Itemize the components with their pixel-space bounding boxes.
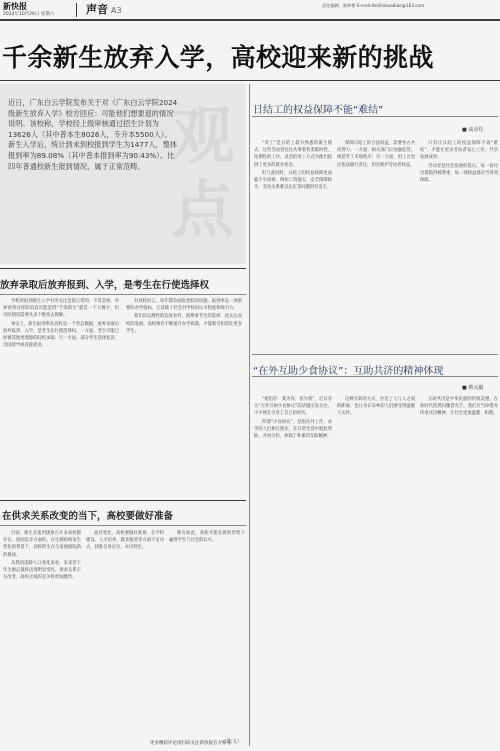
editor-credit: 责任编辑：陈仲彬 E-mail:dashinkuaibao@163.com [322, 3, 425, 8]
left-article-1-col-2 [126, 298, 242, 498]
right-article-1-title: 日结工的权益保障不能“难结” [253, 105, 384, 116]
right-a1-p5: 劳动者是社会发展的基石，每一份付出都值得被尊重，每一项权益都应当得到保障。 [420, 163, 498, 184]
right-article-1-col-3 [420, 140, 498, 340]
left-article-1-title: 放弃录取后放弃报到、入学，是考生在行使选择权 [0, 280, 210, 291]
left-article-2-rule [0, 500, 246, 501]
right-article-2-rule [252, 354, 498, 355]
masthead-logo: 新快报 [3, 2, 27, 11]
column-divider [249, 84, 250, 746]
guan-char: 观 [172, 99, 235, 172]
right-a2-p3: 这种互助的方式，拉近了人与人之间的距离，也让身在异乡的人们感受到温暖与关怀。 [337, 397, 415, 417]
right-a2-p2: 所谓“少食协议”，是指在外工作、求学的人们相互照应，在日常生活中彼此帮助、共同分担，体现了朴素的互助精神。 [254, 419, 332, 440]
right-a1-p3: 保障日结工的合法权益，需要各方共同努力。一方面，相关部门应加强监管，规范零工市场秩序；另一方面，用工方也应依法履行责任，切实维护劳动者权益。 [337, 141, 415, 168]
right-article-2-col-1 [254, 396, 332, 741]
left-article-1-underline [0, 294, 246, 295]
right-article-1-underline [252, 116, 498, 117]
intro-text [8, 98, 178, 260]
dian-char: 点 [172, 173, 235, 246]
right-article-2-col-2 [337, 396, 415, 741]
edition-number: A3 [111, 6, 122, 15]
right-article-2-col-3 [420, 396, 498, 741]
left-a1-p3: 对高校而言，每年都会面临类似的问题。报到率是一项重要的办学指标，它反映了社会对学校的认可程度和吸引力。 [126, 299, 242, 312]
left-a1-p2: 事实上，新生报到率在高校是一个常态数据，放弃录取后放弃报到、入学，是考生在行使选择权。一方面，考生可能已经被其他更理想的院校录取；另一方面，部分考生选择复读、出国留学或直接就业。 [3, 321, 119, 349]
intro-lead: 近日，广东白云学院发布关于对《广东白云学院2024级新生放弃入学》校方回应：可能他们想要退 [8, 98, 178, 118]
right-article-2-underline [252, 376, 498, 377]
left-a2-p4: 唯有如此，高校才能在新的形势下赢得学生与社会的认可。 [169, 531, 245, 544]
dateline: 2024年10月26日 星期六 [3, 12, 55, 17]
right-article-1-author: ■ 高亮任 [462, 127, 484, 133]
intro-body: 的情况说明。该校称，学校经上级审核通过招生计划为13626人（其中普本生8026人，专升本5500人）。新生入学后，统计到未到校报到学生为1477人，整体报到率为89.08%（其中普本报到率为90.43%）。比四年普通校新生报到情况，属于正常范畴。 [8, 108, 178, 171]
right-article-2-author: ■ 蔡元毅 [462, 385, 484, 391]
left-a2-p3: 面对变化，高校要做好准备，在学科建设、人才培养、就业服务等方面下足功夫，找准自身定位，办出特色。 [86, 531, 164, 551]
top-rule [0, 19, 500, 21]
editor-tag: （张文） [222, 739, 243, 745]
left-article-2-title: 在供求关系改变的当下，高校要做好准备 [2, 511, 174, 522]
left-a1-p4: 我们应以理性的态度看待，既尊重考生的选择，也关注高校的发展。高校唯有不断提升办学质量，才能吸引和留住更多学生。 [126, 314, 242, 334]
right-a1-p2: 但与此同时，日结工的权益保障也面临不少困难，例如工资拖欠、安全保障缺失、劳动关系难以认定等问题时有发生。 [254, 170, 332, 191]
right-article-1-col-1 [254, 140, 332, 340]
section-name: 声音 [86, 3, 108, 16]
right-a1-p4: 只有让日结工的权益保障不再“难结”，才能让更多劳动者安心工作，共享发展成果。 [420, 141, 498, 161]
right-article-2-title: “在外互助少食协议”：互助共济的精神体现 [253, 366, 444, 377]
left-article-1-col-1 [3, 298, 119, 498]
left-article-2-col-3 [169, 530, 245, 735]
footnote: 更多精彩评论请扫码关注新快报官方账号 [150, 741, 231, 746]
right-article-1-col-2 [337, 140, 415, 340]
masthead-divider [76, 3, 77, 17]
headline-rule [0, 80, 500, 81]
left-article-2-underline [0, 525, 246, 526]
right-a1-p1: “零工”是日结工最为熟悉的谋生模式，这些劳动者往往从事着各类临时性、短期性的工作，灵活的用工方式为他们提供了更多的就业机会。 [254, 141, 332, 168]
left-a2-p1: 目前，新生未报到现象在许多高校都存在，原因是多方面的。在生源结构发生变化的背景下，高校的生存与发展面临新的挑战。 [3, 531, 81, 558]
section-title [86, 1, 122, 17]
right-a2-p1: “相信你：我为你，你为我”，近日有关“在外互助少食协议”的话题引发关注，不少网友分享了自己的经历。 [254, 397, 332, 417]
left-a1-p1: 学校对报到新生入学有所关注是很正常的，不容忽视。外界看到这样的消息可能觉得“千余新生”就是一个大数字，但实际情况需要从多个维度去理解。 [3, 299, 119, 319]
page-headline: 千余新生放弃入学，高校迎来新的挑战 [2, 43, 434, 72]
left-article-2-col-2 [86, 530, 164, 746]
right-a2-p4: 互助共济是中华民族的传统美德，在新时代依然闪耀着光芒。我们应当珍惜并传承这份精神，让社会更加温暖、和谐。 [420, 397, 498, 417]
left-a2-p2: 从我国适龄人口变化来看，未来若干年生源总量将出现明显变化，供求关系正在改变，高校之间的竞争将更加激烈。 [3, 560, 81, 581]
left-article-1-rule [0, 268, 246, 269]
left-article-2-col-1 [3, 530, 81, 746]
